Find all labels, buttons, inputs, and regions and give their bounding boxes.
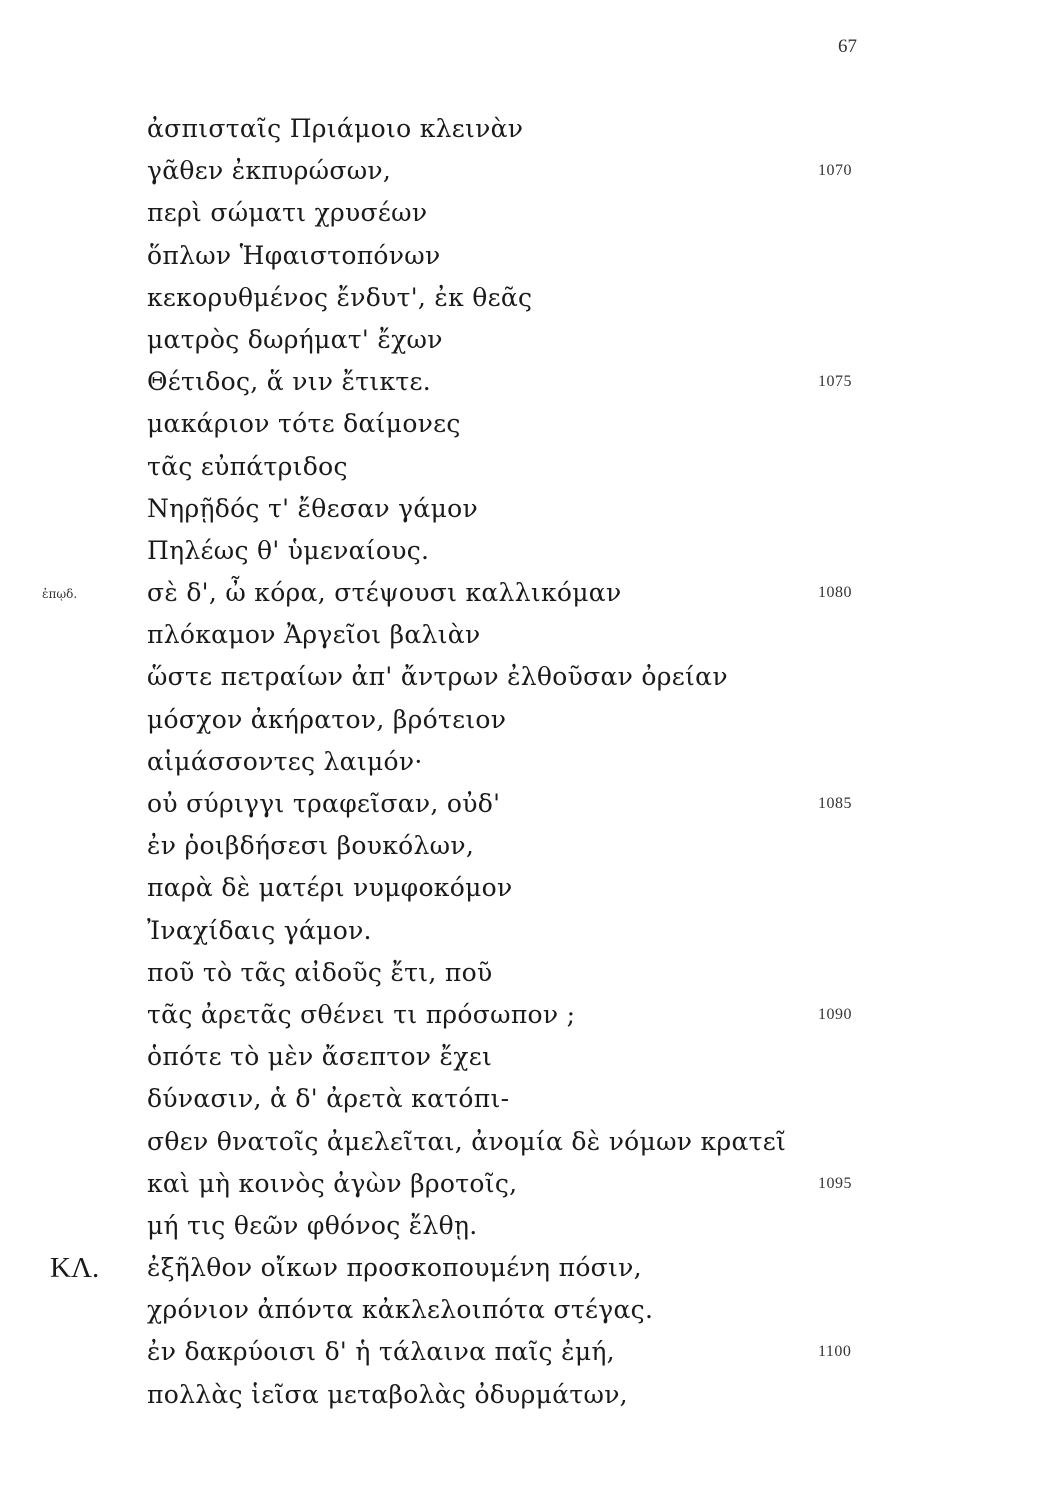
verse-text: καὶ μὴ κοινὸς ἀγὼν βροτοῖς, xyxy=(147,1168,518,1198)
verse-text: μόσχον ἀκήρατον, βρότειον xyxy=(147,704,507,734)
line-number: 1080 xyxy=(818,584,852,602)
verse-text: σὲ δ', ὦ κόρα, στέψουσι καλλικόμαν xyxy=(147,578,622,608)
verse-line xyxy=(0,1205,1059,1247)
verse-text: ματρὸς δωρήματ' ἔχων xyxy=(147,324,443,354)
verse-text: δύνασιν, ἁ δ' ἀρετὰ κατόπι- xyxy=(147,1084,510,1114)
verse-text: σθεν θνατοῖς ἀμελεῖται, ἀνομία δὲ νόμων κρατεῖ xyxy=(147,1126,787,1156)
verse-text: παρὰ δὲ ματέρι νυμφοκόμον xyxy=(147,873,513,903)
verse-line xyxy=(0,952,1059,994)
verse-text: Νηρῇδός τ' ἔθεσαν γάμον xyxy=(147,493,478,523)
verse-text: ὅπλων Ἡφαιστοπόνων xyxy=(147,240,441,270)
page-number: 67 xyxy=(838,36,857,57)
verse-text: ποῦ τὸ τᾶς αἰδοῦς ἔτι, ποῦ xyxy=(147,957,493,987)
verse-text: ὁπότε τὸ μὲν ἄσεπτον ἔχει xyxy=(147,1042,493,1072)
verse-line xyxy=(0,530,1059,572)
verse-text: ἐν ῥοιβδήσεσι βουκόλων, xyxy=(147,831,475,861)
verse-line xyxy=(0,361,1059,403)
verse-text: ὥστε πετραίων ἀπ' ἄντρων ἐλθοῦσαν ὀρείαν xyxy=(147,662,728,692)
line-number: 1090 xyxy=(818,1005,852,1023)
verse-line xyxy=(0,867,1059,909)
verse-text: Θέτιδος, ἅ νιν ἔτικτε. xyxy=(147,367,432,397)
verse-text: οὐ σύριγγι τραφεῖσαν, οὐδ' xyxy=(147,789,501,818)
verse-line xyxy=(0,1289,1059,1331)
verse-line xyxy=(0,1078,1059,1120)
verse-line xyxy=(0,656,1059,698)
speaker-label: ΚΛ. xyxy=(50,1252,100,1285)
verse-text: Πηλέως θ' ὑμεναίους. xyxy=(147,535,430,565)
line-number: 1095 xyxy=(818,1174,852,1192)
verse-line xyxy=(0,1247,1059,1289)
verse-line xyxy=(0,235,1059,277)
verse-line xyxy=(0,1121,1059,1163)
line-number: 1070 xyxy=(818,162,852,180)
verse-line xyxy=(0,319,1059,361)
verse-line xyxy=(0,783,1059,825)
verse-block xyxy=(0,108,1059,1416)
verse-line xyxy=(0,572,1059,614)
line-number: 1100 xyxy=(818,1343,852,1361)
verse-text: πολλὰς ἱεῖσα μεταβολὰς ὀδυρμάτων, xyxy=(147,1379,628,1409)
verse-text: ἐν δακρύοισι δ' ἡ τάλαινα παῖς ἐμή, xyxy=(147,1337,615,1367)
verse-text: τᾶς εὐπάτριδος xyxy=(147,451,348,481)
verse-text: χρόνιον ἀπόντα κἀκλελοιπότα στέγας. xyxy=(147,1295,654,1325)
section-label: ἐπῳδ. xyxy=(42,587,78,602)
verse-line xyxy=(0,614,1059,656)
verse-text: περὶ σώματι χρυσέων xyxy=(147,198,428,228)
line-number: 1085 xyxy=(818,795,852,812)
verse-line xyxy=(0,1163,1059,1205)
verse-line xyxy=(0,192,1059,234)
line-number: 1075 xyxy=(818,373,852,391)
verse-line xyxy=(0,403,1059,445)
verse-text: τᾶς ἀρετᾶς σθένει τι πρόσωπον ; xyxy=(147,999,576,1029)
verse-text: μακάριον τότε δαίμονες xyxy=(147,409,461,439)
verse-line xyxy=(0,1331,1059,1373)
verse-text: ἐξῆλθον οἴκων προσκοπουμένη πόσιν, xyxy=(147,1253,642,1283)
verse-text: αἱμάσσοντες λαιμόν· xyxy=(147,746,423,776)
verse-line xyxy=(0,1374,1059,1416)
verse-line xyxy=(0,277,1059,319)
verse-line xyxy=(0,108,1059,150)
verse-line xyxy=(0,699,1059,741)
verse-line xyxy=(0,910,1059,952)
verse-line xyxy=(0,741,1059,783)
verse-text: κεκορυθμένος ἔνδυτ', ἐκ θεᾶς xyxy=(147,282,533,312)
verse-text: μή τις θεῶν φθόνος ἔλθῃ. xyxy=(147,1210,478,1240)
verse-text: πλόκαμον Ἀργεῖοι βαλιὰν xyxy=(147,620,481,650)
verse-text: Ἰναχίδαις γάμον. xyxy=(147,915,372,945)
verse-line xyxy=(0,446,1059,488)
verse-text: ἀσπισταῖς Πριάμοιο κλεινὰν xyxy=(147,114,524,143)
verse-line xyxy=(0,150,1059,192)
verse-line xyxy=(0,488,1059,530)
verse-line xyxy=(0,994,1059,1036)
verse-line xyxy=(0,1036,1059,1078)
verse-line xyxy=(0,825,1059,867)
verse-text: γᾶθεν ἐκπυρώσων, xyxy=(147,156,392,186)
